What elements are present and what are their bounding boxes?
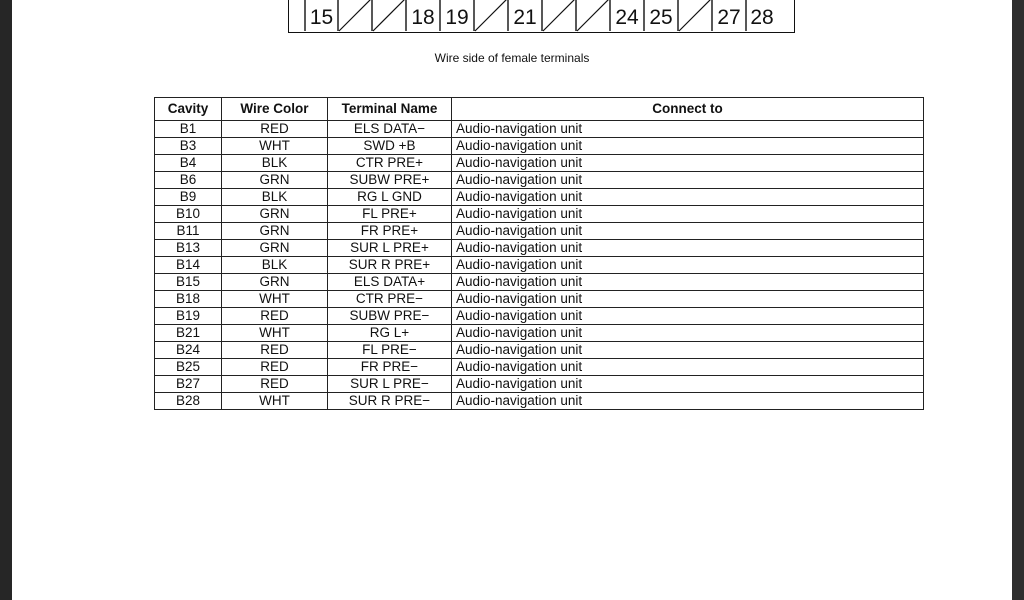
table-row xyxy=(155,206,924,223)
table-row xyxy=(155,189,924,206)
connector-cavity xyxy=(644,0,673,31)
cell-cavity: B9 xyxy=(155,189,222,206)
connector-cavity xyxy=(305,0,333,31)
cell-connect-to: Audio-navigation unit xyxy=(452,376,924,393)
pinout-table xyxy=(154,97,924,410)
cell-wire-color: BLK xyxy=(222,155,328,172)
cell-cavity: B3 xyxy=(155,138,222,155)
cavity-number: 21 xyxy=(513,6,537,29)
cell-connect-to: Audio-navigation unit xyxy=(452,121,924,138)
connector-empty-cavity xyxy=(678,0,711,31)
table-row xyxy=(155,155,924,172)
cell-wire-color: GRN xyxy=(222,223,328,240)
cell-cavity: B6 xyxy=(155,172,222,189)
cell-connect-to: Audio-navigation unit xyxy=(452,223,924,240)
connector-empty-cavity xyxy=(542,0,575,31)
connector-empty-cavity xyxy=(576,0,609,31)
diagram-caption: Wire side of female terminals xyxy=(434,51,590,65)
cell-cavity: B28 xyxy=(155,393,222,410)
cell-terminal-name: SUR R PRE+ xyxy=(328,257,452,274)
cell-connect-to: Audio-navigation unit xyxy=(452,240,924,257)
cell-connect-to: Audio-navigation unit xyxy=(452,172,924,189)
connector-empty-cavity xyxy=(372,0,405,31)
cell-connect-to: Audio-navigation unit xyxy=(452,257,924,274)
cell-terminal-name: FL PRE+ xyxy=(328,206,452,223)
cell-connect-to: Audio-navigation unit xyxy=(452,138,924,155)
cell-cavity: B15 xyxy=(155,274,222,291)
cavity-number: 27 xyxy=(717,6,741,29)
cell-cavity: B13 xyxy=(155,240,222,257)
cell-connect-to: Audio-navigation unit xyxy=(452,342,924,359)
cell-terminal-name: FL PRE− xyxy=(328,342,452,359)
cavity-number: 25 xyxy=(649,6,673,29)
connector-cavity xyxy=(406,0,435,31)
cell-wire-color: BLK xyxy=(222,257,328,274)
cell-wire-color: GRN xyxy=(222,206,328,223)
unused-cavity-slash xyxy=(543,0,575,31)
table-header-row xyxy=(155,98,924,121)
cell-cavity: B18 xyxy=(155,291,222,308)
cell-wire-color: RED xyxy=(222,308,328,325)
cell-cavity: B27 xyxy=(155,376,222,393)
table-row xyxy=(155,359,924,376)
table-row xyxy=(155,291,924,308)
unused-cavity-slash xyxy=(373,0,405,31)
cavity-number: 15 xyxy=(309,6,334,29)
cell-cavity: B10 xyxy=(155,206,222,223)
cell-cavity: B25 xyxy=(155,359,222,376)
cell-wire-color: WHT xyxy=(222,393,328,410)
cell-cavity: B11 xyxy=(155,223,222,240)
cell-wire-color: WHT xyxy=(222,291,328,308)
cell-terminal-name: ELS DATA− xyxy=(328,121,452,138)
cell-wire-color: GRN xyxy=(222,240,328,257)
table-row xyxy=(155,308,924,325)
cell-cavity: B21 xyxy=(155,325,222,342)
table-row xyxy=(155,257,924,274)
table-row xyxy=(155,121,924,138)
cell-terminal-name: RG L GND xyxy=(328,189,452,206)
unused-cavity-slash xyxy=(475,0,507,31)
cell-wire-color: RED xyxy=(222,376,328,393)
cavity-number: 28 xyxy=(750,6,774,29)
cell-wire-color: RED xyxy=(222,121,328,138)
cell-terminal-name: CTR PRE+ xyxy=(328,155,452,172)
cell-wire-color: RED xyxy=(222,342,328,359)
cavity-number: 19 xyxy=(445,6,469,29)
cell-connect-to: Audio-navigation unit xyxy=(452,189,924,206)
connector-empty-cavity xyxy=(474,0,507,31)
table-body xyxy=(155,121,924,410)
connector-diagram xyxy=(288,0,795,33)
cell-terminal-name: SUBW PRE− xyxy=(328,308,452,325)
cavity-number: 24 xyxy=(615,6,639,29)
cell-connect-to: Audio-navigation unit xyxy=(452,291,924,308)
cell-terminal-name: SUR R PRE− xyxy=(328,393,452,410)
cell-terminal-name: SUR L PRE− xyxy=(328,376,452,393)
cell-cavity: B14 xyxy=(155,257,222,274)
scan-edge-right xyxy=(1012,0,1024,600)
table-row xyxy=(155,393,924,410)
table-row xyxy=(155,325,924,342)
cell-terminal-name: SUR L PRE+ xyxy=(328,240,452,257)
table-row xyxy=(155,138,924,155)
cavity-number: 18 xyxy=(411,6,435,29)
cell-wire-color: WHT xyxy=(222,325,328,342)
table-row xyxy=(155,376,924,393)
table-row xyxy=(155,240,924,257)
cell-cavity: B1 xyxy=(155,121,222,138)
connector-cells xyxy=(289,0,796,33)
cell-wire-color: RED xyxy=(222,359,328,376)
document-page xyxy=(12,0,1012,600)
unused-cavity-slash xyxy=(339,0,371,31)
connector-cavity xyxy=(746,0,774,31)
cell-cavity: B24 xyxy=(155,342,222,359)
cell-terminal-name: FR PRE− xyxy=(328,359,452,376)
cell-connect-to: Audio-navigation unit xyxy=(452,325,924,342)
cell-connect-to: Audio-navigation unit xyxy=(452,206,924,223)
cell-wire-color: BLK xyxy=(222,189,328,206)
cell-terminal-name: FR PRE+ xyxy=(328,223,452,240)
cell-connect-to: Audio-navigation unit xyxy=(452,393,924,410)
header-connect-to: Connect to xyxy=(452,98,924,121)
cell-cavity: B4 xyxy=(155,155,222,172)
cell-terminal-name: RG L+ xyxy=(328,325,452,342)
cell-terminal-name: CTR PRE− xyxy=(328,291,452,308)
cell-cavity: B19 xyxy=(155,308,222,325)
cell-wire-color: WHT xyxy=(222,138,328,155)
connector-cavity xyxy=(508,0,537,31)
cell-connect-to: Audio-navigation unit xyxy=(452,359,924,376)
cell-terminal-name: SWD +B xyxy=(328,138,452,155)
cell-terminal-name: SUBW PRE+ xyxy=(328,172,452,189)
header-cavity: Cavity xyxy=(155,98,222,121)
connector-cavity xyxy=(610,0,639,31)
unused-cavity-slash xyxy=(679,0,711,31)
table-row xyxy=(155,342,924,359)
cell-wire-color: GRN xyxy=(222,172,328,189)
cell-connect-to: Audio-navigation unit xyxy=(452,308,924,325)
header-terminal-name: Terminal Name xyxy=(328,98,452,121)
cell-connect-to: Audio-navigation unit xyxy=(452,155,924,172)
table-row xyxy=(155,274,924,291)
header-wire-color: Wire Color xyxy=(222,98,328,121)
cell-terminal-name: ELS DATA+ xyxy=(328,274,452,291)
cell-wire-color: GRN xyxy=(222,274,328,291)
connector-cavity xyxy=(440,0,469,31)
connector-empty-cavity xyxy=(338,0,371,31)
unused-cavity-slash xyxy=(577,0,609,31)
table-row xyxy=(155,172,924,189)
table-row xyxy=(155,223,924,240)
cell-connect-to: Audio-navigation unit xyxy=(452,274,924,291)
connector-cavity xyxy=(712,0,741,31)
scan-edge-left xyxy=(0,0,12,600)
